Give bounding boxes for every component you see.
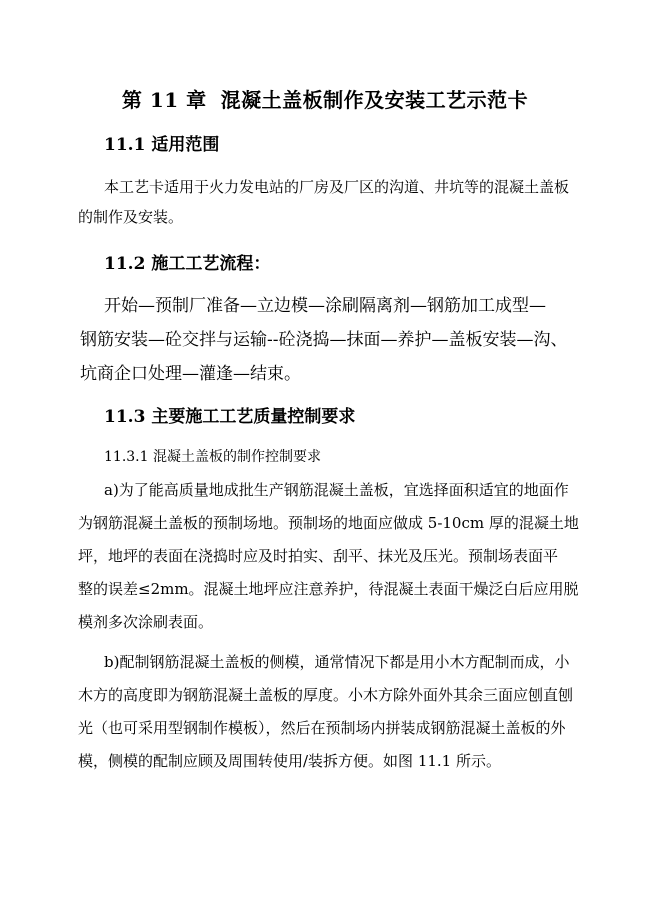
paragraph-line: b)配制钢筋混凝土盖板的侧模，通常情况下都是用小木方配制而成，小 — [104, 653, 570, 671]
paragraph-line: 光（也可采用型钢制作模板），然后在预制场内拼装成钢筋混凝土盖板的外 — [78, 719, 566, 737]
paragraph-line: 本工艺卡适用于火力发电站的厂房及厂区的沟道、井坑等的混凝土盖板 — [104, 178, 570, 196]
subsection-heading-11-3-1: 11.3.1 混凝土盖板的制作控制要求 — [104, 449, 321, 465]
section-heading-11-3: 11.3 主要施工工艺质量控制要求 — [104, 407, 356, 427]
chapter-number: 第 11 章 — [121, 88, 207, 112]
section-heading-11-1: 11.1 适用范围 — [104, 135, 220, 155]
paragraph-line: 模剂多次涂刷表面。 — [78, 613, 214, 631]
chapter-title — [0, 84, 650, 113]
paragraph-line: 整的误差≤2mm。混凝土地坪应注意养护，待混凝土表面干燥泛白后应用脱 — [78, 580, 579, 598]
paragraph-line: a)为了能高质量地成批生产钢筋混凝土盖板，宜选择面积适宜的地面作 — [104, 481, 569, 499]
paragraph-line: 为钢筋混凝土盖板的预制场地。预制场的地面应做成 5-10cm 厚的混凝土地 — [78, 514, 579, 532]
flow-line: 钢筋安装—砼交拌与运输--砼浇捣—抹面—养护—盖板安装—沟、 — [80, 330, 568, 350]
flow-line: 坑商企口处理—灌逢—结束。 — [80, 364, 301, 384]
paragraph-line: 模，侧模的配制应顾及周围转使用/装拆方便。如图 11.1 所示。 — [78, 752, 501, 770]
paragraph-line: 的制作及安装。 — [78, 208, 184, 226]
section-heading-11-2: 11.2 施工工艺流程： — [104, 254, 271, 274]
paragraph-line: 木方的高度即为钢筋混凝土盖板的厚度。小木方除外面外其余三面应刨直刨 — [78, 686, 574, 704]
flow-line: 开始—预制厂准备—立边模—涂刷隔离剂—钢筋加工成型— — [104, 296, 546, 316]
chapter-title-text: 混凝土盖板制作及安装工艺示范卡 — [220, 88, 529, 112]
paragraph-line: 坪，地坪的表面在浇捣时应及时拍实、刮平、抹光及压光。预制场表面平 — [78, 547, 559, 565]
